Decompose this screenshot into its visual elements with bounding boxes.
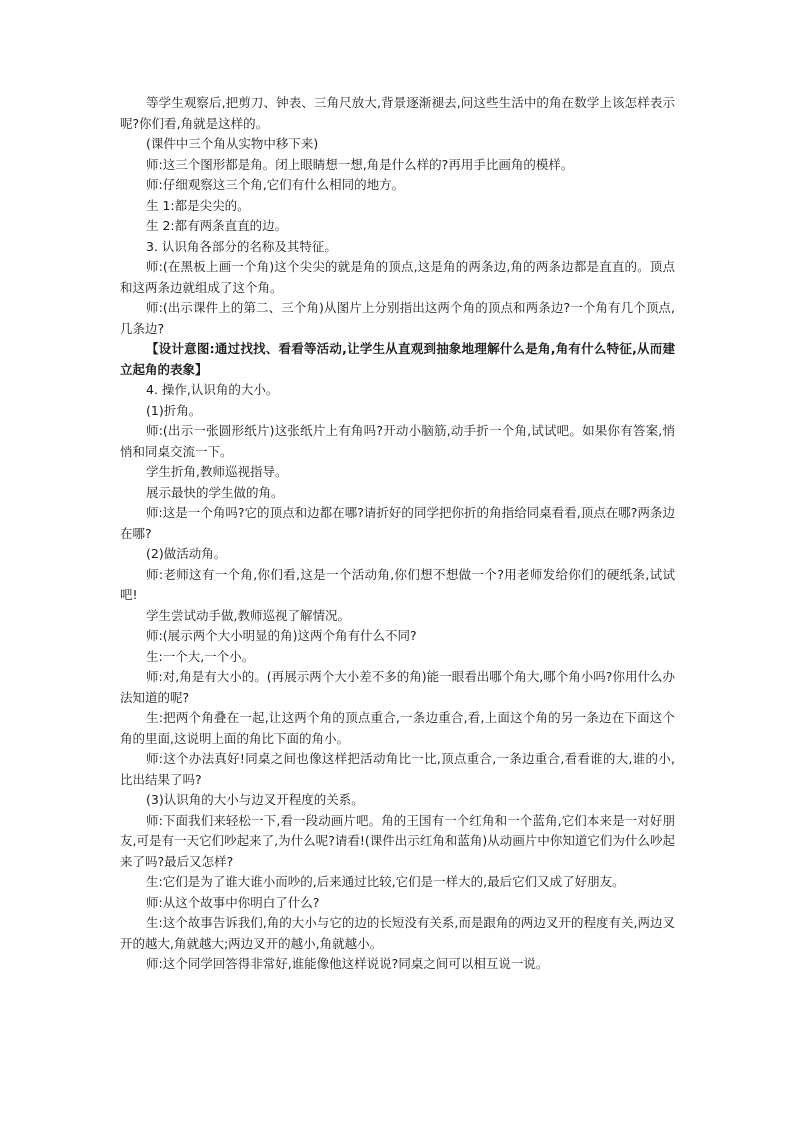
paragraph: 学生尝试动手做,教师巡视了解情况。	[146, 607, 350, 623]
paragraph: 学生折角,教师巡视指导。	[146, 464, 288, 479]
section-heading: 3. 认识角各部分的名称及其特征。	[146, 238, 337, 254]
paragraph: 师:(出示课件上的第二、三个角)从图片上分别指出这两个角的顶点和两条边?一个角有几个顶点,几条边?	[120, 300, 675, 336]
paragraph: 师:(展示两个大小明显的角)这两个角有什么不同?	[146, 628, 417, 643]
subsection-heading: (2)做活动角。	[146, 546, 227, 561]
paragraph: 生:它们是为了谁大谁小而吵的,后来通过比较,它们是一样大的,最后它们又成了好朋友。	[146, 874, 625, 889]
subsection-heading: (3)认识角的大小与边叉开程度的关系。	[146, 792, 364, 807]
paragraph: 展示最快的学生做的角。	[146, 484, 284, 500]
paragraph: 生 2:都有两条直直的边。	[146, 218, 288, 233]
paragraph: 师:这个办法真好!同桌之间也像这样把活动角比一比,顶点重合,一条边重合,看看谁的大,谁的小,比出结果了吗?	[120, 751, 675, 787]
paragraph: (课件中三个角从实物中移下来)	[146, 136, 319, 151]
paragraph: 生:这个故事告诉我们,角的大小与它的边的长短没有关系,而是跟角的两边叉开的程度有关,两边叉开的越大,角就越大;两边叉开的越小,角就越小。	[120, 915, 675, 951]
document-page	[120, 93, 675, 975]
paragraph: 等学生观察后,把剪刀、钟表、三角尺放大,背景逐渐褪去,问这些生活中的角在数学上该怎样表示呢?你们看,角就是这样的。	[120, 95, 675, 131]
paragraph: 师:(在黑板上画一个角)这个尖尖的就是角的顶点,这是角的两条边,角的两条边都是直直的。顶点和这两条边就组成了这个角。	[120, 259, 675, 295]
design-intent-note: 【设计意图:通过找找、看看等活动,让学生从直观到抽象地理解什么是角,角有什么特征,从而建立起角的表象】	[120, 341, 675, 377]
paragraph: 师:老师这有一个角,你们看,这是一个活动角,你们想不想做一个?用老师发给你们的硬纸条,试试吧!	[120, 566, 675, 602]
paragraph: 师:从这个故事中你明白了什么?	[146, 894, 320, 910]
paragraph: 生:把两个角叠在一起,让这两个角的顶点重合,一条边重合,看,上面这个角的另一条边在下面这个角的里面,这说明上面的角比下面的角小。	[120, 710, 675, 746]
paragraph: 师:对,角是有大小的。(再展示两个大小差不多的角)能一眼看出哪个角大,哪个角小吗?你用什么办法知道的呢?	[120, 669, 675, 705]
paragraph: 生 1:都是尖尖的。	[146, 197, 250, 213]
paragraph: 师:仔细观察这三个角,它们有什么相同的地方。	[146, 177, 405, 192]
paragraph: 生:一个大,一个小。	[146, 648, 255, 664]
paragraph: 师:(出示一张圆形纸片)这张纸片上有角吗?开动小脑筋,动手折一个角,试试吧。如果你有答案,悄悄和同桌交流一下。	[120, 423, 675, 459]
paragraph: 师:下面我们来轻松一下,看一段动画片吧。角的王国有一个红角和一个蓝角,它们本来是一对好朋友,可是有一天它们吵起来了,为什么呢?请看!(课件出示红角和蓝角)从动画片中你知道它们为什么吵起来了吗?最后又怎样?	[120, 812, 675, 869]
paragraph: 师:这是一个角吗?它的顶点和边都在哪?请折好的同学把你折的角指给同桌看看,顶点在哪?两条边在哪?	[120, 505, 675, 541]
section-heading: 4. 操作,认识角的大小。	[146, 382, 279, 397]
paragraph: 师:这三个图形都是角。闭上眼睛想一想,角是什么样的?再用手比画角的模样。	[146, 156, 574, 172]
paragraph: 师:这个同学回答得非常好,谁能像他这样说说?同桌之间可以相互说一说。	[146, 956, 549, 971]
subsection-heading: (1)折角。	[146, 402, 202, 418]
